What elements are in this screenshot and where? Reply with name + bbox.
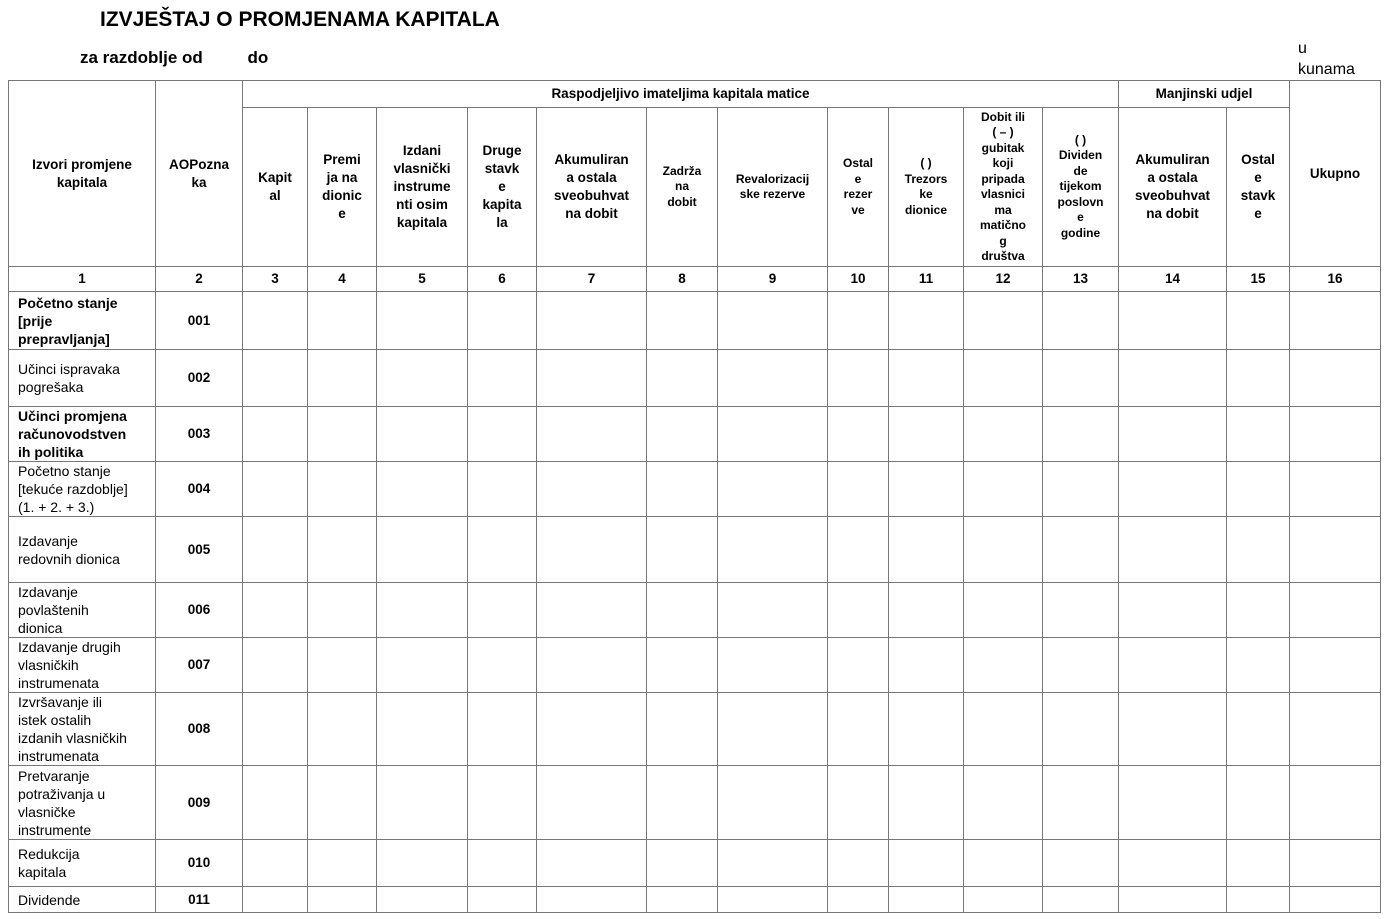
value-cell[interactable] — [377, 693, 468, 766]
column-number: 11 — [889, 267, 964, 292]
value-cell[interactable] — [1290, 766, 1381, 840]
value-cell[interactable] — [1119, 693, 1227, 766]
row-label: Izvršavanje ili istek ostalih izdanih vlasničkih instrumenata — [9, 693, 156, 766]
value-cell[interactable] — [828, 350, 889, 407]
value-cell[interactable] — [828, 693, 889, 766]
value-cell[interactable] — [243, 517, 308, 583]
value-cell[interactable] — [537, 693, 647, 766]
value-cell[interactable] — [468, 840, 537, 887]
value-cell[interactable] — [243, 350, 308, 407]
value-cell[interactable] — [889, 638, 964, 693]
value-cell[interactable] — [308, 766, 377, 840]
value-cell[interactable] — [889, 887, 964, 913]
value-cell[interactable] — [1119, 840, 1227, 887]
value-cell[interactable] — [308, 693, 377, 766]
column-number: 13 — [1043, 267, 1119, 292]
value-cell[interactable] — [1043, 693, 1119, 766]
equity-changes-table — [8, 80, 1381, 913]
value-cell[interactable] — [1227, 840, 1290, 887]
period-from-label: za razdoblje od — [80, 48, 203, 67]
value-cell[interactable] — [377, 462, 468, 517]
column-number: 2 — [156, 267, 243, 292]
value-cell[interactable] — [1043, 292, 1119, 350]
value-cell[interactable] — [537, 840, 647, 887]
value-cell[interactable] — [718, 350, 828, 407]
value-cell[interactable] — [1227, 693, 1290, 766]
row-label: Izdavanje redovnih dionica — [9, 517, 156, 583]
row-aop-code: 004 — [156, 462, 243, 517]
value-cell[interactable] — [1043, 583, 1119, 638]
column-number: 9 — [718, 267, 828, 292]
column-header: Akumuliran a ostala sveobuhvat na dobit — [537, 108, 647, 267]
column-header: Revalorizacij ske rezerve — [718, 108, 828, 267]
value-cell[interactable] — [308, 583, 377, 638]
table-row — [9, 887, 1381, 913]
value-cell[interactable] — [1227, 350, 1290, 407]
value-cell[interactable] — [1119, 462, 1227, 517]
row-label: Početno stanje [prije prepravljanja] — [9, 292, 156, 350]
row-aop-code: 002 — [156, 350, 243, 407]
column-header: ( ) Trezors ke dionice — [889, 108, 964, 267]
value-cell[interactable] — [964, 462, 1043, 517]
value-cell[interactable] — [537, 887, 647, 913]
value-cell[interactable] — [889, 350, 964, 407]
value-cell[interactable] — [243, 462, 308, 517]
value-cell[interactable] — [243, 638, 308, 693]
value-cell[interactable] — [1227, 583, 1290, 638]
value-cell[interactable] — [889, 292, 964, 350]
column-number: 12 — [964, 267, 1043, 292]
value-cell[interactable] — [647, 766, 718, 840]
value-cell[interactable] — [1290, 517, 1381, 583]
table-row — [9, 638, 1381, 693]
column-header: Dobit ili ( – ) gubitak koji pripada vlasnici ma matično g društva — [964, 108, 1043, 267]
value-cell[interactable] — [889, 693, 964, 766]
value-cell[interactable] — [828, 583, 889, 638]
value-cell[interactable] — [537, 517, 647, 583]
value-cell[interactable] — [468, 638, 537, 693]
row-aop-code: 008 — [156, 693, 243, 766]
row-aop-code: 007 — [156, 638, 243, 693]
value-cell[interactable] — [718, 583, 828, 638]
value-cell[interactable] — [377, 840, 468, 887]
value-cell[interactable] — [964, 350, 1043, 407]
row-aop-code: 003 — [156, 407, 243, 462]
row-label: Redukcija kapitala — [9, 840, 156, 887]
value-cell[interactable] — [1119, 583, 1227, 638]
value-cell[interactable] — [377, 887, 468, 913]
row-aop-code: 006 — [156, 583, 243, 638]
row-aop-code: 011 — [156, 887, 243, 913]
table-row — [9, 292, 1381, 350]
value-cell[interactable] — [377, 766, 468, 840]
value-cell[interactable] — [308, 887, 377, 913]
value-cell[interactable] — [718, 840, 828, 887]
value-cell[interactable] — [718, 766, 828, 840]
value-cell[interactable] — [647, 407, 718, 462]
header-total: Ukupno — [1290, 81, 1381, 267]
value-cell[interactable] — [718, 292, 828, 350]
column-number: 4 — [308, 267, 377, 292]
value-cell[interactable] — [243, 766, 308, 840]
table-row — [9, 517, 1381, 583]
column-header: Ostal e stavk e — [1227, 108, 1290, 267]
header-source: Izvori promjene kapitala — [9, 81, 156, 267]
column-header: ( ) Dividen de tijekom poslovn e godine — [1043, 108, 1119, 267]
value-cell[interactable] — [468, 292, 537, 350]
column-header: Izdani vlasnički instrume nti osim kapitala — [377, 108, 468, 267]
row-label: Dividende — [9, 887, 156, 913]
column-header: Premi ja na dionic e — [308, 108, 377, 267]
value-cell[interactable] — [1290, 462, 1381, 517]
value-cell[interactable] — [718, 638, 828, 693]
value-cell[interactable] — [1043, 887, 1119, 913]
value-cell[interactable] — [889, 840, 964, 887]
value-cell[interactable] — [718, 887, 828, 913]
row-label: Učinci ispravaka pogrešaka — [9, 350, 156, 407]
table-row — [9, 693, 1381, 766]
table-row — [9, 583, 1381, 638]
value-cell[interactable] — [1119, 350, 1227, 407]
table-row — [9, 462, 1381, 517]
value-cell[interactable] — [1227, 517, 1290, 583]
value-cell[interactable] — [1119, 638, 1227, 693]
value-cell[interactable] — [889, 766, 964, 840]
value-cell[interactable] — [537, 350, 647, 407]
value-cell[interactable] — [828, 840, 889, 887]
value-cell[interactable] — [468, 350, 537, 407]
row-label: Izdavanje drugih vlasničkih instrumenata — [9, 638, 156, 693]
value-cell[interactable] — [964, 407, 1043, 462]
value-cell[interactable] — [1119, 887, 1227, 913]
value-cell[interactable] — [243, 583, 308, 638]
value-cell[interactable] — [377, 583, 468, 638]
value-cell[interactable] — [537, 766, 647, 840]
value-cell[interactable] — [647, 462, 718, 517]
row-aop-code: 009 — [156, 766, 243, 840]
value-cell[interactable] — [308, 638, 377, 693]
value-cell[interactable] — [1227, 407, 1290, 462]
value-cell[interactable] — [718, 517, 828, 583]
value-cell[interactable] — [718, 462, 828, 517]
value-cell[interactable] — [964, 766, 1043, 840]
table-row — [9, 840, 1381, 887]
value-cell[interactable] — [243, 407, 308, 462]
value-cell[interactable] — [889, 583, 964, 638]
value-cell[interactable] — [647, 887, 718, 913]
value-cell[interactable] — [537, 583, 647, 638]
value-cell[interactable] — [647, 517, 718, 583]
value-cell[interactable] — [1290, 350, 1381, 407]
value-cell[interactable] — [377, 407, 468, 462]
value-cell[interactable] — [468, 407, 537, 462]
value-cell[interactable] — [1290, 583, 1381, 638]
value-cell[interactable] — [1227, 292, 1290, 350]
value-cell[interactable] — [308, 292, 377, 350]
value-cell[interactable] — [1290, 407, 1381, 462]
table-row — [9, 350, 1381, 407]
value-cell[interactable] — [828, 462, 889, 517]
row-label: Izdavanje povlaštenih dionica — [9, 583, 156, 638]
value-cell[interactable] — [308, 350, 377, 407]
value-cell[interactable] — [964, 292, 1043, 350]
value-cell[interactable] — [377, 517, 468, 583]
value-cell[interactable] — [1227, 766, 1290, 840]
column-number: 7 — [537, 267, 647, 292]
column-number: 8 — [647, 267, 718, 292]
value-cell[interactable] — [308, 840, 377, 887]
value-cell[interactable] — [964, 693, 1043, 766]
value-cell[interactable] — [964, 840, 1043, 887]
value-cell[interactable] — [647, 693, 718, 766]
value-cell[interactable] — [468, 583, 537, 638]
column-number: 6 — [468, 267, 537, 292]
value-cell[interactable] — [647, 292, 718, 350]
value-cell[interactable] — [468, 462, 537, 517]
row-aop-code: 001 — [156, 292, 243, 350]
value-cell[interactable] — [468, 887, 537, 913]
value-cell[interactable] — [647, 840, 718, 887]
value-cell[interactable] — [1043, 638, 1119, 693]
value-cell[interactable] — [537, 407, 647, 462]
value-cell[interactable] — [1227, 638, 1290, 693]
value-cell[interactable] — [1043, 350, 1119, 407]
value-cell[interactable] — [537, 638, 647, 693]
value-cell[interactable] — [308, 407, 377, 462]
row-aop-code: 010 — [156, 840, 243, 887]
period-to-label: do — [247, 48, 269, 67]
table-row — [9, 407, 1381, 462]
value-cell[interactable] — [964, 517, 1043, 583]
value-cell[interactable] — [964, 638, 1043, 693]
value-cell[interactable] — [828, 887, 889, 913]
value-cell[interactable] — [1043, 462, 1119, 517]
value-cell[interactable] — [1227, 887, 1290, 913]
value-cell[interactable] — [243, 693, 308, 766]
value-cell[interactable] — [647, 583, 718, 638]
header-group-minority: Manjinski udjel — [1119, 81, 1290, 108]
value-cell[interactable] — [537, 292, 647, 350]
row-label: Pretvaranje potraživanja u vlasničke instrumente — [9, 766, 156, 840]
value-cell[interactable] — [1119, 292, 1227, 350]
value-cell[interactable] — [964, 887, 1043, 913]
column-header: Akumuliran a ostala sveobuhvat na dobit — [1119, 108, 1227, 267]
column-header: Druge stavk e kapita la — [468, 108, 537, 267]
value-cell[interactable] — [1119, 517, 1227, 583]
column-number: 10 — [828, 267, 889, 292]
value-cell[interactable] — [537, 462, 647, 517]
value-cell[interactable] — [718, 693, 828, 766]
row-label: Početno stanje [tekuće razdoblje] (1. + 2. + 3.) — [9, 462, 156, 517]
value-cell[interactable] — [1119, 407, 1227, 462]
value-cell[interactable] — [718, 407, 828, 462]
value-cell[interactable] — [647, 350, 718, 407]
column-number: 1 — [9, 267, 156, 292]
value-cell[interactable] — [1043, 766, 1119, 840]
value-cell[interactable] — [1290, 638, 1381, 693]
value-cell[interactable] — [889, 462, 964, 517]
value-cell[interactable] — [1043, 407, 1119, 462]
value-cell[interactable] — [468, 766, 537, 840]
value-cell[interactable] — [243, 840, 308, 887]
column-header: Zadrža na dobit — [647, 108, 718, 267]
value-cell[interactable] — [308, 462, 377, 517]
value-cell[interactable] — [1290, 840, 1381, 887]
value-cell[interactable] — [243, 292, 308, 350]
row-label: Učinci promjena računovodstven ih politika — [9, 407, 156, 462]
value-cell[interactable] — [1290, 693, 1381, 766]
value-cell[interactable] — [828, 407, 889, 462]
value-cell[interactable] — [1043, 840, 1119, 887]
report-title: IZVJEŠTAJ O PROMJENAMA KAPITALA — [100, 8, 500, 31]
period-line — [80, 48, 308, 68]
value-cell[interactable] — [1227, 462, 1290, 517]
column-number: 14 — [1119, 267, 1227, 292]
value-cell[interactable] — [889, 517, 964, 583]
table-row — [9, 766, 1381, 840]
header-group-parent: Raspodjeljivo imateljima kapitala matice — [243, 81, 1119, 108]
value-cell[interactable] — [243, 887, 308, 913]
value-cell[interactable] — [308, 517, 377, 583]
value-cell[interactable] — [1119, 766, 1227, 840]
value-cell[interactable] — [964, 583, 1043, 638]
column-number: 5 — [377, 267, 468, 292]
column-number: 16 — [1290, 267, 1381, 292]
value-cell[interactable] — [828, 638, 889, 693]
row-aop-code: 005 — [156, 517, 243, 583]
value-cell[interactable] — [1290, 887, 1381, 913]
value-cell[interactable] — [828, 766, 889, 840]
value-cell[interactable] — [1043, 517, 1119, 583]
column-header: Ostal e rezer ve — [828, 108, 889, 267]
header-aop: AOPozna ka — [156, 81, 243, 267]
value-cell[interactable] — [377, 350, 468, 407]
column-number: 3 — [243, 267, 308, 292]
value-cell[interactable] — [1290, 292, 1381, 350]
value-cell[interactable] — [647, 638, 718, 693]
value-cell[interactable] — [468, 693, 537, 766]
value-cell[interactable] — [889, 407, 964, 462]
column-number: 15 — [1227, 267, 1290, 292]
value-cell[interactable] — [377, 638, 468, 693]
column-header: Kapit al — [243, 108, 308, 267]
value-cell[interactable] — [828, 292, 889, 350]
value-cell[interactable] — [468, 517, 537, 583]
currency-unit: u kunama — [1298, 40, 1355, 78]
value-cell[interactable] — [828, 517, 889, 583]
value-cell[interactable] — [377, 292, 468, 350]
